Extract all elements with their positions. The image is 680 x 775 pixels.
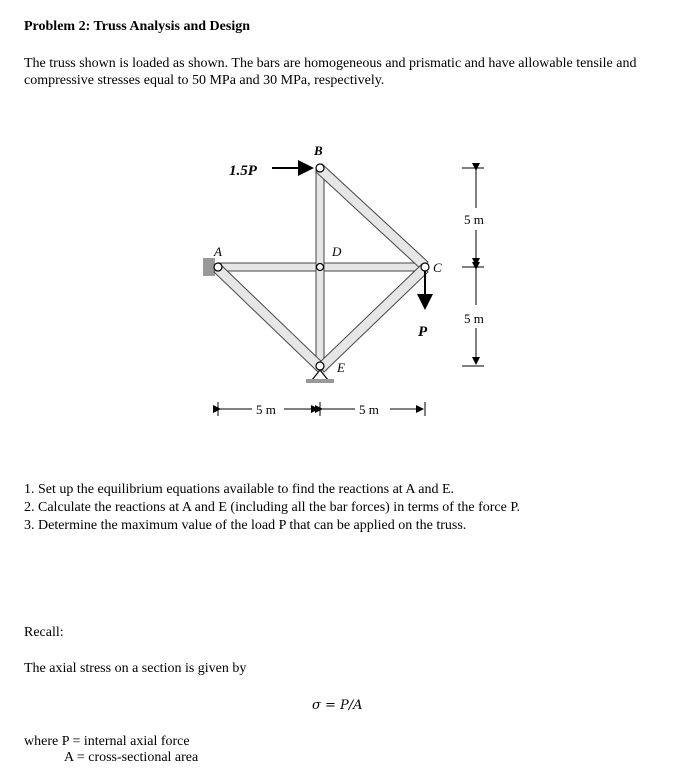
pin-d: [317, 264, 324, 271]
dim-label-left: 5 m: [256, 402, 276, 417]
node-label-e: E: [337, 360, 345, 375]
dim-label-top: 5 m: [464, 212, 484, 227]
node-label-b: B: [314, 143, 323, 158]
task-item-3: 3. Determine the maximum value of the load P that can be applied on the truss.: [24, 518, 467, 533]
recall-heading: Recall:: [24, 625, 64, 640]
node-label-c: C: [433, 260, 442, 275]
pin-e: [316, 362, 324, 370]
task-item-1: 1. Set up the equilibrium equations available to find the reactions at A and E.: [24, 482, 455, 497]
support-wall-a: [203, 258, 215, 276]
load-label-horizontal: 1.5P: [229, 163, 257, 179]
bar-ae: [214, 264, 324, 372]
stress-equation: σ = P/A: [312, 698, 363, 713]
problem-intro: The truss shown is loaded as shown. The bars are homogeneous and prismatic and have allowable tensile and compressive stresses equal to 50 MPa and 30 MPa, respectively.: [24, 56, 637, 88]
where-line-2: A = cross-sectional area: [64, 750, 199, 765]
where-line-1: where P = internal axial force: [24, 734, 190, 749]
bar-ce: [318, 264, 428, 372]
stress-intro: The axial stress on a section is given by: [24, 661, 247, 676]
load-label-vertical: P: [418, 324, 428, 340]
support-ground-e: [306, 379, 334, 383]
task-item-2: 2. Calculate the reactions at A and E (including all the bar forces) in terms of the force P.: [24, 500, 521, 515]
task-list: [24, 481, 520, 535]
problem-title: Problem 2: Truss Analysis and Design: [24, 19, 250, 34]
pin-c: [421, 263, 429, 271]
pin-b: [316, 164, 324, 172]
node-label-a: A: [214, 244, 222, 259]
dim-label-right: 5 m: [359, 402, 379, 417]
dim-label-bottom: 5 m: [464, 311, 484, 326]
node-label-d: D: [332, 244, 342, 259]
support-e: [312, 370, 328, 380]
pin-a: [214, 263, 222, 271]
